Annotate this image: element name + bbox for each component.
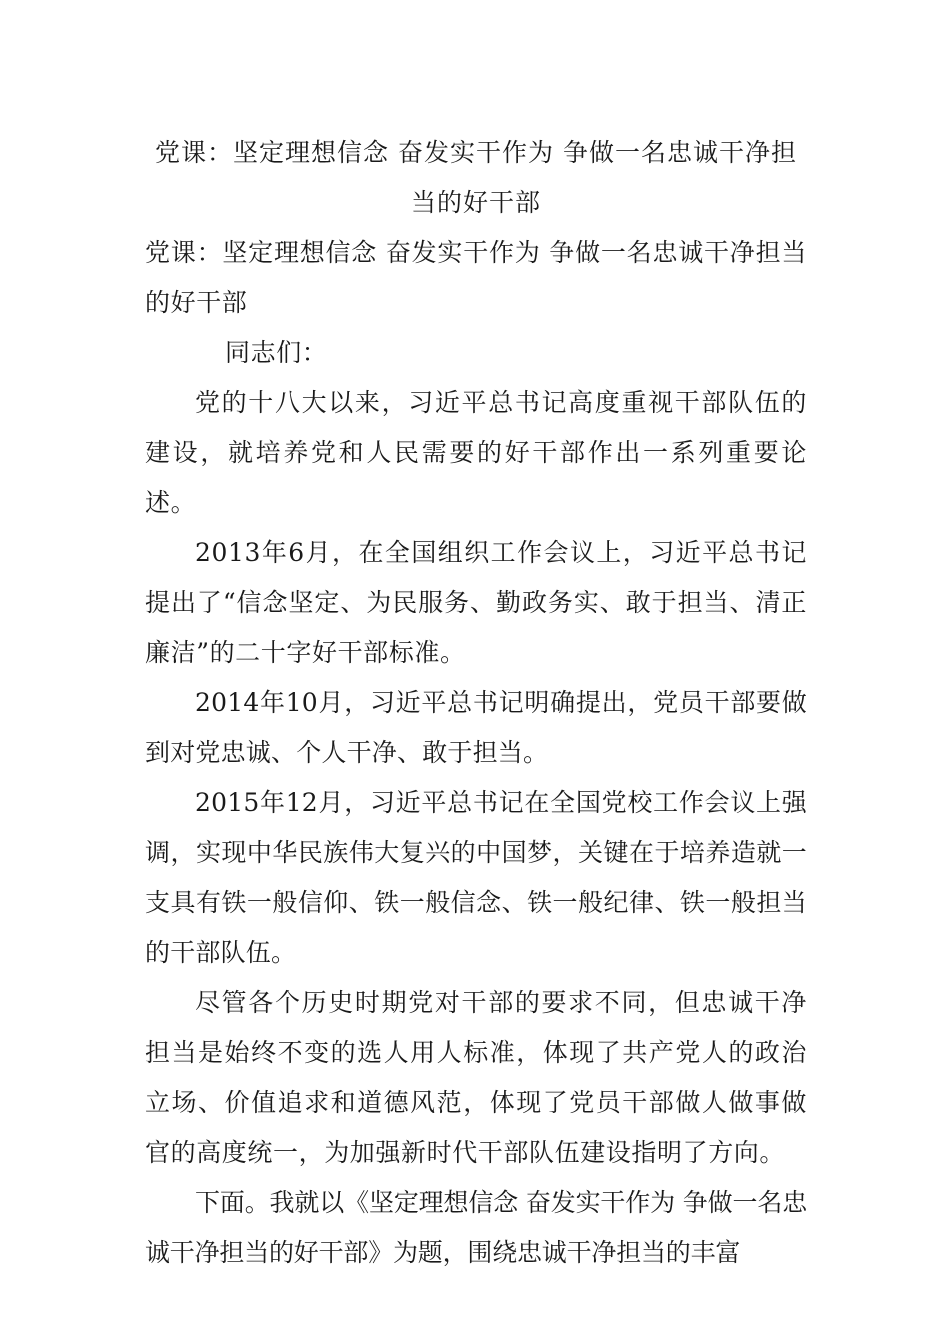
greeting: 同志们： bbox=[225, 338, 328, 367]
paragraph-1: 党的十八大以来，习近平总书记高度重视干部队伍的建设，就培养党和人民需要的好干部作出一系列重要论述。 bbox=[145, 388, 807, 517]
paragraph-5: 尽管各个历史时期党对干部的要求不同，但忠诚干净担当是始终不变的选人用人标准，体现了共产党人的政治立场、价值追求和道德风范，体现了党员干部做人做事做官的高度统一，为加强新时代干部队伍建设指明了方向。 bbox=[145, 988, 807, 1167]
document-title: 党课：坚定理想信念 奋发实干作为 争做一名忠诚干净担当的好干部 bbox=[155, 138, 797, 217]
document-page bbox=[145, 128, 807, 1278]
paragraph-4: 2015年12月，习近平总书记在全国党校工作会议上强调，实现中华民族伟大复兴的中国梦，关键在于培养造就一支具有铁一般信仰、铁一般信念、铁一般纪律、铁一般担当的干部队伍。 bbox=[145, 788, 807, 967]
document-subtitle: 党课：坚定理想信念 奋发实干作为 争做一名忠诚干净担当的好干部 bbox=[145, 238, 807, 317]
paragraph-3: 2014年10月，习近平总书记明确提出，党员干部要做到对党忠诚、个人干净、敢于担当。 bbox=[145, 688, 807, 767]
paragraph-6: 下面。我就以《坚定理想信念 奋发实干作为 争做一名忠诚干净担当的好干部》为题，围绕忠诚干净担当的丰富 bbox=[145, 1188, 807, 1267]
paragraph-2: 2013年6月，在全国组织工作会议上，习近平总书记提出了“信念坚定、为民服务、勤政务实、敢于担当、清正廉洁”的二十字好干部标准。 bbox=[145, 538, 807, 667]
